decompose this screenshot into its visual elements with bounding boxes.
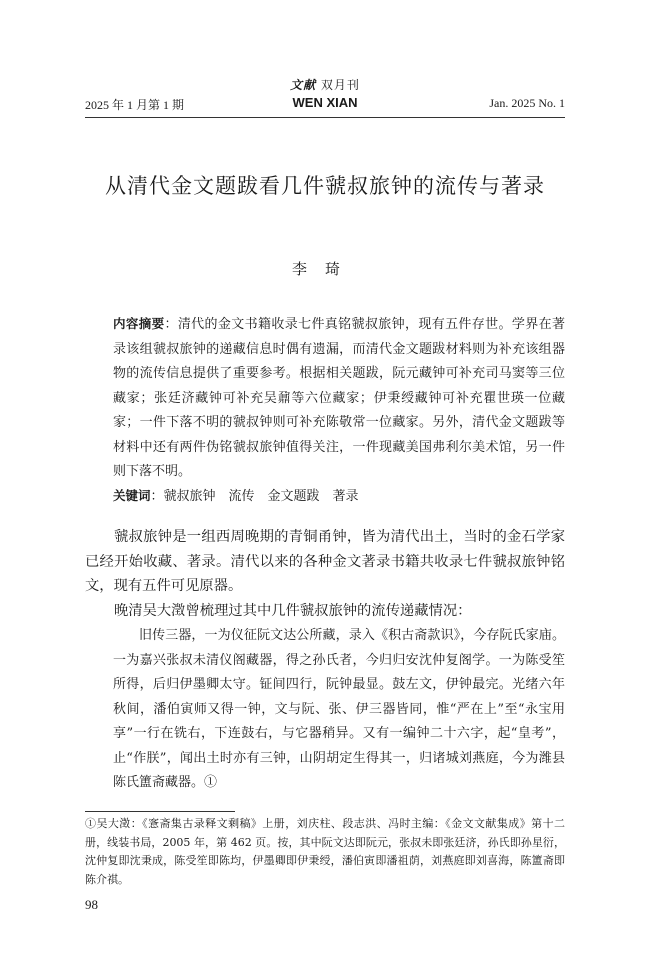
footnote-rule: [85, 811, 235, 812]
paragraph-2: 晚清吴大澂曾梳理过其中几件虢叔旅钟的流传递藏情况：: [114, 602, 472, 619]
journal-frequency: 双月刊: [316, 78, 360, 92]
footnote-ref[interactable]: ①: [204, 775, 218, 790]
abstract-text: ：清代的金文书籍收录七件真铭虢叔旅钟，现有五件存世。学界在著录该组虢叔旅钟的递藏信息时偶有遗漏，而清代金文题跋材料则为补充该组器物的流传信息提供了重要参考。根据相关题跋，阮元藏钟可补充司马窦等三位藏家；张廷济藏钟可补充吴鼐等六位藏家；伊秉绶藏钟可补充瞿世瑛一位藏家；一件下落不明的虢叔钟则可补充陈敬常一位藏家。另外，清代金文题跋等材料中还有两件伪铭虢叔旅钟值得关注，一件现藏美国弗利尔美术馆，另一件则下落不明。: [113, 317, 565, 479]
abstract: [85, 312, 565, 485]
abstract-label: 内容摘要: [113, 316, 165, 331]
footnote-text: 吴大澂：《愙斋集古录释文剩稿》上册，刘庆柱、段志洪、冯时主编：《金文文献集成》第十二册，线装书局，2005 年，第 462 页。按，其中阮文达即阮元，张叔未即张廷济，孙氏即孙星衍，沈仲复即沈秉成，陈受笙即陈均，伊墨卿即伊秉绶，潘伯寅即潘祖荫，刘燕庭即刘喜海，陈簠斋即陈介祺。: [85, 817, 566, 886]
journal-name: [290, 76, 360, 110]
keywords-text: ：虢叔旅钟 流传 金文题跋 著录: [150, 489, 359, 504]
block-quote: [113, 624, 565, 796]
journal-brand: 文献: [290, 78, 317, 92]
issue-date-en: Jan. 2025 No. 1: [489, 96, 565, 110]
quote-text: 旧传三器，一为仪征阮文达公所藏，录入《积古斋款识》，今存阮氏家庙。一为嘉兴张叔未清仪阁藏器，得之孙氏者，今归归安沈仲复阁学。一为陈受笙所得，后归伊墨卿太守。钲间四行，阮钟最显。鼓左文，伊钟最完。光绪六年秋间，潘伯寅师又得一钟，文与阮、张、伊三器皆同，惟“严在上”至“永宝用享”一行在铣右，下连鼓右，与它器稍异。又有一编钟二十六字，起“皇考”，止“作朕”，闻出土时亦有三钟，山阴胡定生得其一，归诸城刘燕庭，今为潍县陈氏簠斋藏器。: [113, 628, 565, 790]
journal-name-cn: [290, 76, 360, 93]
article-title: 从清代金文题跋看几件虢叔旅钟的流传与著录: [105, 174, 545, 198]
running-header: [85, 76, 565, 116]
footnote-mark: ①: [85, 817, 97, 830]
footnote: [85, 815, 565, 889]
page-number: 98: [85, 897, 98, 912]
body-text: [85, 525, 565, 623]
paragraph-1: 虢叔旅钟是一组西周晚期的青铜甬钟，皆为清代出土，当时的金石学家已经开始收藏、著录。清代以来的各种金文著录书籍共收录七件虢叔旅钟铭文，现有五件可见原器。: [85, 529, 565, 594]
issue-date-cn: 2025 年 1 月第 1 期: [85, 98, 185, 112]
journal-name-en: WEN XIAN: [292, 95, 358, 110]
header-rule: [85, 117, 565, 118]
keywords: [113, 485, 565, 504]
keywords-label: 关键词: [113, 488, 151, 503]
article-author: 李琦: [291, 260, 358, 278]
